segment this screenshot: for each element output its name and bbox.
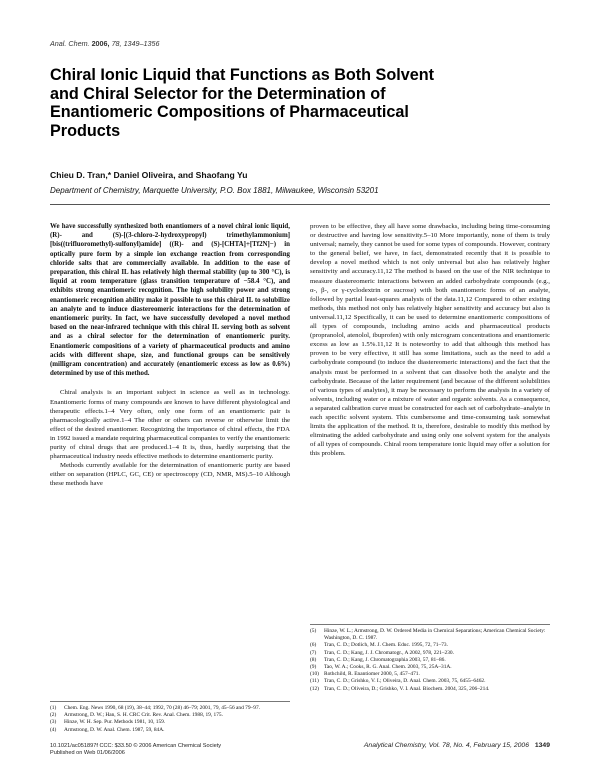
- references-right: [310, 624, 550, 693]
- author-list: Chieu D. Tran,* Daniel Oliveira, and Shaofang Yu: [50, 170, 248, 180]
- right-column: [310, 222, 550, 458]
- reference-item: (2) Armstrong, D. W.; Han, S. H. CRC Crit. Rev. Anal. Chem. 1988, 19, 175.: [50, 712, 223, 719]
- intro-paragraph-3: proven to be effective, they all have some drawbacks, including being time-consuming or destructive and having low sensitivity.5–10 More importantly, none of them is truly universal; namely, they cannot be used for some types of compounds. However, contrary to the general belief, we have, in fact, demonstrated recently that it is possible to develop a novel method which is not only universal but also has relatively higher sensitivity and accuracy.11,12 The method is based on the use of the NIR technique to measure diastereomeric interactions between an added carbohydrate compounds (e.g., α-, β-, or γ-cyclodextrin or sucrose) with both enantiomeric forms of an analyte, followed by partial least-squares analysis of the data.11,12 Compared to other existing methods, this method not only has relatively higher sensitivity and accuracy but also is universal.11,12 Specifically, it can be used to determine enantiomeric compositions of all types of compounds, including amino acids and pharmaceutical products (propranolol, atenolol, ibuprofen) with only microgram concentrations and enantiomeric excess as low as 1.5%.11,12 It is noteworthy to add that although this method has proven to be very effective, it still has some limitations, such as the need to add a carbohydrate compound (to induce the diastereomeric interactions) and the fact that the analysis must be performed in a solvent that can dissolve both the analyte and the carbohydrate. Because of the latter requirement (and because of the different solubilities of various types of analytes), it may be necessary to perform the analysis in a variety of solvents, including water or a mixture of water and organic solvents. As a consequence, a separated calibration curve must be constructed for each set of carbohydrate–analyte in each specific solvent system. This cumbersome and time-consuming task somewhat limits the application of the method. It is, therefore, desirable to modify this method by eliminating the added carbohydrate and using only one solvent system for the analysis of all types of compounds. Chiral room temperature ionic liquid may offer a solution for this problem.: [310, 223, 550, 458]
- header-divider: [50, 204, 550, 205]
- left-column: [50, 222, 290, 488]
- reference-item: (4) Armstrong, D. W. Anal. Chem. 1987, 59, 84A.: [50, 726, 165, 733]
- footer-right: [364, 742, 550, 749]
- reference-item: (1) Chem. Eng. News 1990, 68 (19), 38–44; 1992, 70 (28) 46–79; 2001, 79, 45–56 and 79–97.: [50, 705, 260, 711]
- reference-item: (6) Tran, C. D.; Dotlich, M. J. Chem. Educ. 1995, 72, 71–73.: [310, 642, 448, 649]
- title-line-2: and Chiral Selector for the Determination of: [50, 84, 386, 103]
- reference-item: (7) Tran, C. D.; Kang, J. J. Chromatogr., A 2002, 978, 221–230.: [310, 649, 454, 656]
- title-line-3: Enantiomeric Compositions of Pharmaceutical: [50, 103, 409, 122]
- reference-item: (5) Hinze, W. L.; Armstrong, D. W. Ordered Media in Chemical Separations; American Chemical Society: Washington, D. C. 1987.: [310, 628, 546, 642]
- abstract: We have successfully synthesized both enantiomers of a novel chiral ionic liquid, (R)- and (S)-[(3-chloro-2-hydroxypropyl) trimethylammonium][bis((trifluoromethyl)-sulfonyl)amide] ((R)- and (S)-[CHTA]+[Tf2N]−) in optically pure form by a simple ion exchange reaction from corresponding chloride salts that are commercially available. In addition to the ease of preparation, this chiral IL has relatively high thermal stability (up to 300 °C), is liquid at room temperature (glass transition temperature of −58.4 °C), and exhibits strong enantiomeric recognition. The high solubility power and strong enantiomeric recognition ability make it possible to use this chiral IL to solubilize an analyte and to induce diastereomeric interactions for the determination of enantiomeric purity. In fact, we have successfully developed a novel method based on the near-infrared technique with this chiral IL serving both as solvent and as a chiral selector for the determination of enantiomeric purity. Enantiomeric compositions of a variety of pharmaceutical products and amino acids with different shape, size, and functional groups can be sensitively (milligram concentration) and accurately (enantiomeric excess as low as 0.6%) determined by use of this method.: [50, 223, 290, 378]
- reference-item: (3) Hinze, W. H. Sep. Pur. Methods 1981, 10, 159.: [50, 719, 166, 726]
- doi-line: 10.1021/ac051897f CCC: $33.50 © 2006 American Chemical Society: [50, 743, 222, 749]
- published-line: Published on Web 01/06/2006: [50, 750, 125, 757]
- journal-pages: 1349–1356: [123, 39, 160, 48]
- title-line-1: Chiral Ionic Liquid that Functions as Both Solvent: [50, 66, 435, 84]
- journal-header: [50, 39, 160, 48]
- reference-item: (11) Tran, C. D.; Grishko, V. I.; Oliveira, D. Anal. Chem. 2003, 75, 6455–6462.: [310, 678, 486, 685]
- affiliation: Department of Chemistry, Marquette University, P.O. Box 1881, Milwaukee, Wisconsin 53201: [50, 186, 379, 195]
- citation-line: Analytical Chemistry, Vol. 78, No. 4, February 15, 2006: [363, 742, 529, 749]
- page-number: 1349: [534, 742, 550, 749]
- intro-paragraph-1: Chiral analysis is an important subject in science as well as in technology. Enantiomeric forms of many compounds are known to have different physiological and therapeutic effects.1–4 Very often, only one form of an enantiomeric pair is pharmacologically active.1–4 The other or others can reverse or otherwise limit the effect of the desired enantiomer. Recognizing the importance of chiral effects, the FDA in 1992 issued a mandate requiring pharmaceutical companies to verify the enantiomeric purity of chiral drugs that are produced.1–4 It is, thus, hardly surprising that the pharmaceutical industry needs effective methods to determine enantiomeric purity.: [50, 389, 290, 461]
- reference-item: (9) Tao, W. A.; Cooks, R. G. Anal. Chem. 2003, 75, 25A–31A.: [310, 664, 452, 671]
- journal-year: 2006,: [91, 39, 110, 48]
- reference-item: (8) Tran, C. D.; Kang, J. Chromatographia 2003, 57, 81–86.: [310, 656, 446, 663]
- reference-item: (10) Rothchild, R. Enantiomer 2000, 5, 457–471.: [310, 671, 420, 678]
- intro-paragraph-2: Methods currently available for the determination of enantiomeric purity are based either on separation (HPLC, GC, CE) or spectroscopy (CD, NMR, MS).5–10 Although these methods have: [50, 462, 290, 488]
- reference-item: (12) Tran, C. D.; Oliveira, D.; Grishko, V. I. Anal. Biochem. 2004, 325, 206–214.: [310, 685, 490, 692]
- journal-name: Anal. Chem.: [50, 39, 90, 48]
- journal-volume: 78,: [111, 39, 122, 48]
- article-title: [50, 66, 520, 140]
- references-left: [50, 701, 290, 734]
- title-line-4: Products: [50, 121, 121, 140]
- footer-left: [50, 743, 221, 758]
